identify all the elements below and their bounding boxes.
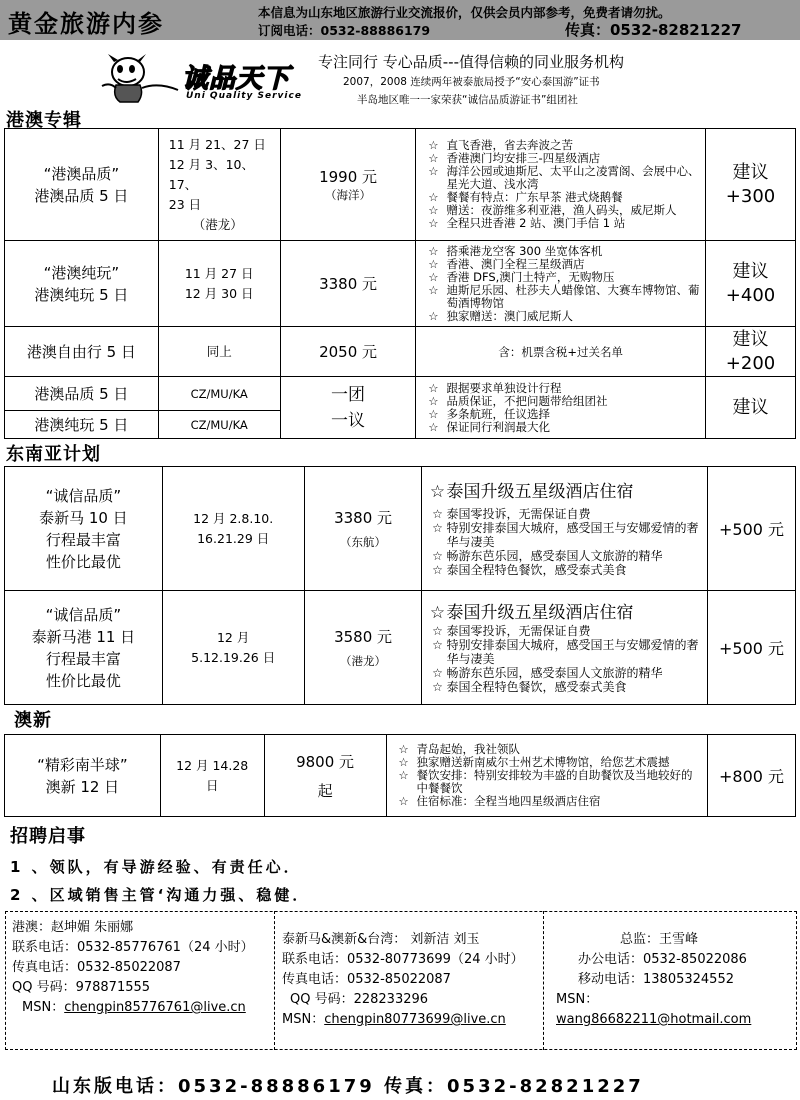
tour-price: 9800 元 起 — [264, 735, 386, 817]
table-row — [5, 377, 796, 411]
star-outline-icon: ☆ — [428, 380, 439, 395]
mascot-logo-icon — [98, 52, 186, 104]
star-outline-icon: ☆ — [428, 419, 439, 434]
award-line-2: 半岛地区唯一一家荣获“诚信品质游证书”组团社 — [357, 94, 578, 106]
section-title-recruit: 招聘启事 — [10, 826, 86, 847]
tour-price: 3380 元 （东航） — [304, 467, 422, 591]
slogan: 专注同行 专心品质---值得信赖的同业服务机构 — [318, 53, 625, 71]
table-row — [5, 467, 796, 591]
star-outline-icon: ☆ — [432, 679, 443, 694]
star-outline-icon: ☆ — [428, 243, 439, 258]
tour-dates: 12 月 5.12.19.26 日 — [162, 591, 304, 705]
suggested-markup: +500 元 — [708, 467, 796, 591]
star-outline-icon: ☆ — [398, 755, 409, 769]
header-fax: 传真：0532-82821227 — [565, 21, 742, 39]
tour-price: 一团 一议 — [280, 377, 416, 439]
suggested-markup: 建议 +400 — [706, 241, 796, 327]
star-outline-icon: ☆ — [428, 256, 439, 271]
contact-director: 总监：王雪峰 办公电话：0532-85022086 移动电话：13805324552 MSN：wang86682211@hotmail.com — [556, 932, 752, 1027]
tour-name: 港澳纯玩 5 日 — [5, 411, 159, 439]
tour-features: ☆ 搭乘港龙空客 300 坐宽体客机 ☆ 香港、澳门全程三星级酒店 ☆ 香港 DFS,澳门土特产，无购物压 ☆ 迪斯尼乐园、杜莎夫人蜡像馆、大赛车博物馆、葡萄酒博物馆 ☆ 独家赠送：澳门威尼斯人 — [416, 241, 706, 327]
tour-airline: CZ/MU/KA — [158, 411, 280, 439]
member-notice: 本信息为山东地区旅游行业交流报价，仅供会员内部参考，免费者请勿扰。 — [258, 5, 671, 20]
tour-note: 含：机票含税+过关名单 — [416, 327, 706, 377]
tour-price: 3380 元 — [280, 241, 416, 327]
sea-table — [4, 466, 796, 705]
aus-table — [4, 734, 796, 817]
order-telephone: 订阅电话：0532-88886179 — [258, 23, 431, 38]
star-outline-icon: ☆ — [428, 282, 439, 297]
divider — [543, 911, 544, 1050]
tour-features: ☆ 青岛起始，我社领队 ☆ 独家赠送新南威尔士州艺术博物馆，给您艺术震撼 ☆ 餐饮安排：特别安排较为丰盛的自助餐饮及当地较好的中餐餐饮 ☆ 住宿标准：全程当地四星级酒店住宿 — [386, 735, 708, 817]
tour-dates: 12 月 14.28 日 — [160, 735, 264, 817]
star-outline-icon: ☆ — [432, 548, 443, 563]
recruit-line-2: 2 、区域销售主管‘沟通力强、稳健． — [10, 886, 311, 904]
tour-features: ☆ 直飞香港，省去奔波之苦 ☆ 香港澳门均安排三-四星级酒店 ☆ 海洋公园或迪斯尼、太平山之凌霄阁、会展中心、星光大道、浅水湾 ☆ 餐餐有特点：广东早茶 港式烧鹅餐 ☆ 赠送：夜游维多利亚港，渔人码头，威尼斯人 ☆ 全程只进香港 2 站、澳门手信 1 站 — [416, 129, 706, 241]
msn-link[interactable]: wang86682211@hotmail.com — [556, 1012, 752, 1027]
tour-name: “港澳品质” 港澳品质 5 日 — [5, 129, 159, 241]
section-title-sea: 东南亚计划 — [6, 444, 101, 465]
tour-price: 1990 元 （海洋） — [280, 129, 416, 241]
tour-dates: 12 月 2.8.10. 16.21.29 日 — [162, 467, 304, 591]
contact-sea: 泰新马&澳新&台湾： 刘新洁 刘玉 联系电话：0532-80773699（24 小时） 传真电话：0532-85022087 QQ 号码：228233296 MSN：chengpin80773699@live.cn — [282, 932, 524, 1027]
star-outline-icon: ☆ — [428, 308, 439, 323]
tour-dates: 11 月 21、27 日 12 月 3、10、17、 23 日 （港龙） — [158, 129, 280, 241]
star-outline-icon: ☆ — [398, 768, 409, 782]
star-outline-icon: ☆ — [428, 393, 439, 408]
table-row — [5, 327, 796, 377]
star-outline-icon: ☆ — [398, 794, 409, 808]
suggested-markup: 建议 — [706, 377, 796, 439]
star-outline-icon: ☆ — [398, 742, 409, 756]
star-outline-icon: ☆ — [428, 190, 439, 204]
table-row — [5, 241, 796, 327]
star-outline-icon: ☆ — [428, 138, 439, 152]
suggested-markup: +800 元 — [708, 735, 796, 817]
recruit-line-1: 1 、领队，有导游经验、有责任心． — [10, 858, 302, 876]
tour-name: “诚信品质” 泰新马 10 日 行程最丰富 性价比最优 — [5, 467, 163, 591]
star-outline-icon: ☆ — [428, 269, 439, 284]
star-outline-icon: ☆ — [428, 406, 439, 421]
contact-hk: 港澳：赵坤媚 朱丽娜 联系电话：0532-85776761（24 小时） 传真电话：0532-85022087 QQ 号码：978871555 MSN：chengpin85776761@live.cn — [12, 920, 254, 1015]
star-outline-icon: ☆ — [428, 164, 439, 178]
star-outline-icon: ☆ — [428, 151, 439, 165]
award-line-1: 2007，2008 连续两年被泰旅局授予“安心泰国游”证书 — [343, 76, 600, 88]
tour-name: “精彩南半球” 澳新 12 日 — [5, 735, 161, 817]
star-outline-icon: ☆ — [432, 623, 443, 638]
table-row — [5, 591, 796, 705]
star-outline-icon: ☆ — [429, 602, 446, 623]
suggested-markup: +500 元 — [708, 591, 796, 705]
divider — [274, 911, 275, 1050]
msn-link[interactable]: chengpin80773699@live.cn — [324, 1012, 506, 1027]
brand-title: 黄金旅游内参 — [8, 10, 164, 38]
tour-price: 2050 元 — [280, 327, 416, 377]
star-outline-icon: ☆ — [432, 562, 443, 577]
footer-phone: 山东版电话：0532-88886179 传真：0532-82821227 — [52, 1076, 644, 1097]
logo-subtitle: Uni Quality Service — [186, 91, 302, 101]
tour-name: 港澳自由行 5 日 — [5, 327, 159, 377]
star-outline-icon: ☆ — [432, 506, 443, 521]
tour-name: 港澳品质 5 日 — [5, 377, 159, 411]
tour-features: ☆ 跟据要求单独设计行程 ☆ 品质保证，不把问题带给组团社 ☆ 多条航班，任议选择 ☆ 保证同行利润最大化 — [416, 377, 706, 439]
star-outline-icon: ☆ — [428, 216, 439, 230]
star-outline-icon: ☆ — [432, 637, 443, 652]
star-outline-icon: ☆ — [432, 520, 443, 535]
tour-dates: 同上 — [158, 327, 280, 377]
table-row — [5, 735, 796, 817]
suggested-markup: 建议 +300 — [706, 129, 796, 241]
logo-wordmark: 诚品天下 — [182, 64, 291, 94]
tour-name: “港澳纯玩” 港澳纯玩 5 日 — [5, 241, 159, 327]
tour-airline: CZ/MU/KA — [158, 377, 280, 411]
tour-features: ☆ 泰国升级五星级酒店住宿 ☆ 泰国零投诉，无需保证自费 ☆ 特别安排泰国大城府，感受国王与安娜爱情的奢华与凄美 ☆ 畅游东芭乐园，感受泰国人文旅游的精华 ☆ 泰国全程特色餐饮，感受泰式美食 — [422, 467, 708, 591]
star-outline-icon: ☆ — [429, 481, 446, 502]
tour-name: “诚信品质” 泰新马港 11 日 行程最丰富 性价比最优 — [5, 591, 163, 705]
tour-dates: 11 月 27 日 12 月 30 日 — [158, 241, 280, 327]
suggested-markup: 建议 +200 — [706, 327, 796, 377]
section-title-hk: 港澳专辑 — [6, 110, 82, 131]
msn-link[interactable]: chengpin85776761@live.cn — [64, 1000, 246, 1015]
tour-price: 3580 元 （港龙） — [304, 591, 422, 705]
section-title-aus: 澳新 — [14, 710, 52, 731]
star-outline-icon: ☆ — [428, 203, 439, 217]
table-row — [5, 129, 796, 241]
star-outline-icon: ☆ — [432, 665, 443, 680]
hk-table — [4, 128, 796, 439]
tour-features: ☆ 泰国升级五星级酒店住宿 ☆ 泰国零投诉，无需保证自费 ☆ 特别安排泰国大城府，感受国王与安娜爱情的奢华与凄美 ☆ 畅游东芭乐园，感受泰国人文旅游的精华 ☆ 泰国全程特色餐饮，感受泰式美食 — [422, 591, 708, 705]
